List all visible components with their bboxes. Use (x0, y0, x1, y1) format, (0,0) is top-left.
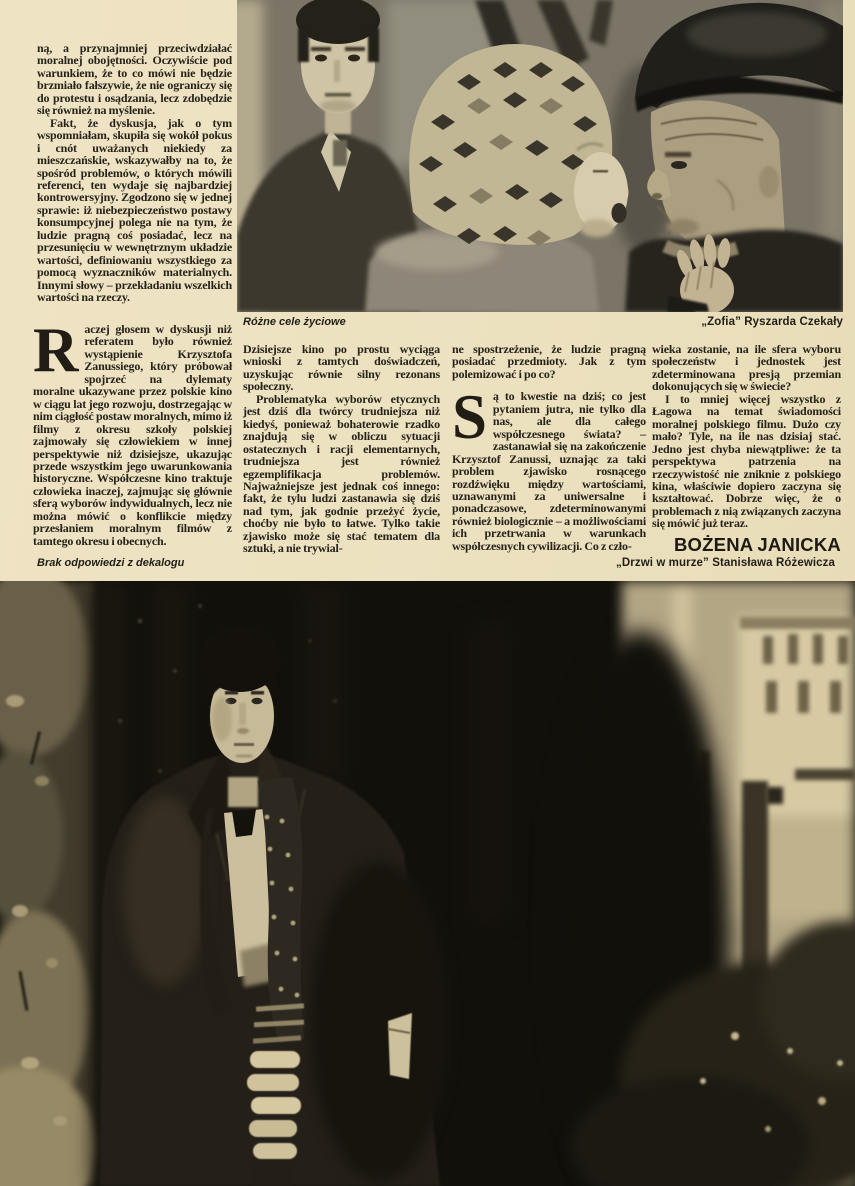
paragraph (33, 315, 232, 548)
text-column-2 (243, 343, 440, 555)
photo2-title-caption: Brak odpowiedzi z dekalogu (37, 557, 185, 569)
drzwi-w-murze-illustration (0, 581, 855, 1186)
section-r-text: aczej głosem w dyskusji niż referatem było również wystąpienie Krzysztofa Zanussiego, który próbował spojrzeć na dylematy moralne ukazywane przez polskie kino w ciągu lat jego rozwoju, dostrzegając w nim ciągłość postaw moralnych, mimo iż filmy z okresu szkoły polskiej zajmowały się człowiekiem w innej perspektywie niż dzisiejsze, ukazując przede wszystkim jego uwarunkowania historyczne. Współczesne kino traktuje człowieka inaczej, zajmując się głównie sferą wyborów indywidualnych, lecz nie można mówić o konflikcie między przesłaniem moralnym filmów z tamtego okresu i obecnych. (33, 322, 232, 548)
text-column-1-section-r (33, 315, 232, 548)
drop-cap-r: R (33, 315, 79, 385)
author-byline: BOŻENA JANICKA (674, 533, 841, 555)
photo1-credit-caption: „Zofia” Ryszarda Czekały (701, 316, 843, 328)
paragraph: I to mniej więcej wszystko z Łagowa na temat świadomości moralnej polskiego filmu. Dużo czy mało? Tyle, na ile nas dzisiaj stać. Jedno jest chyba niewątpliwe: że ta perspektywa patrzenia na rzeczywistość nie zniknie z polskiego kina, właściwie dopiero zaczyna się kształtować. Dobrze więc, że o problemach z nią związanych zaczyna się mówić już teraz. (652, 391, 841, 531)
text-column-3 (452, 343, 646, 552)
alley-background (550, 581, 855, 1186)
paragraph: Dzisiejsze kino po prostu wyciąga wnioski z tamtych doświadczeń, uzyskując równie silny rezonans społeczny. (243, 342, 440, 394)
paragraph (452, 382, 646, 553)
zofia-still-illustration (237, 0, 843, 312)
photo2-credit-caption: „Drzwi w murze” Stanisława Różewicza (616, 557, 835, 569)
paragraph: Problematyka wyborów etycznych jest dziś dla twórcy trudniejsza niż kiedyś, ponieważ bohaterowie rzadko znajdują się w obliczu sytuacji ostatecznych i racji elementarnych, trudniejsza jest również egzemplifikacja problemów. Najważniejsze jest jednak coś innego: fakt, że tylu ludzi zastanawia się dziś nad tym, jak godnie przeżyć życie, choćby nie było to łatwe. Tylko takie zjawisko może się stać tematem dla sztuki, a nie trywial- (243, 391, 440, 556)
text-column-4 (652, 342, 841, 555)
section-s-text: ą to kwestie na dziś; co jest pytaniem jutra, nie tylko dla nas, ale dla całego współczesnego świata? – zastanawiał się na zakończenie Krzysztof Zanussi, uznając za taki problem zjawisko rosnącego rozdźwięku między wartościami, uznawanymi za uniwersalne i ponadczasowe, zdeterminowanymi również biologicznie – a możliwościami ich przetrwania w warunkach współczesnych cywilizacji. Co z czło- (452, 389, 646, 553)
paragraph: wieka zostanie, na ile sfera wyboru społeczeństw i jednostek jest zdeterminowana presją przemian dokonujących się w świecie? (652, 342, 841, 394)
paragraph: ną, a przynajmniej przeciwdziałać moralnej obojętności. Oczywiście pod warunkiem, że to co mówi nie będzie brzmiało fałszywie, że nie ograniczy się do protestu i osądzania, lecz zdobędzie się również na myślenie. (37, 41, 232, 118)
photo1-title-caption: Różne cele życiowe (243, 316, 346, 328)
pocket-handkerchief (388, 1013, 412, 1079)
paragraph: ne spostrzeżenie, że ludzie pragną posiadać przedmioty. Jak z tym polemizować i po co? (452, 342, 646, 381)
photo1-caption-row (243, 316, 843, 328)
text-column-1 (37, 42, 232, 304)
paragraph: Fakt, że dyskusja, jak o tym wspomniałam, skupiła się wokół pokus i cnót uważanych niekiedy za mieszczańskie, wskazywałby na to, że spośród problemów, o których mówili referenci, ten wydaje się najbardziej kontrowersyjny. Zgodzono się w jednej sprawie: iż niebezpieczeństwo postawy konsumpcyjnej polega nie na tym, że ludzie pragną coś posiadać, lecz na przesunięciu w wewnętrznym układzie wartości, definiowaniu wszystkiego za pomocą wyznaczników materialnych. Innymi słowy – przekładaniu wszelkich wartości na rzeczy. (37, 115, 232, 305)
photo-drzwi-w-murze-still (0, 581, 855, 1186)
photo-zofia-still (237, 0, 843, 312)
photo2-caption-row (37, 557, 835, 569)
drop-cap-s: S (452, 382, 487, 453)
